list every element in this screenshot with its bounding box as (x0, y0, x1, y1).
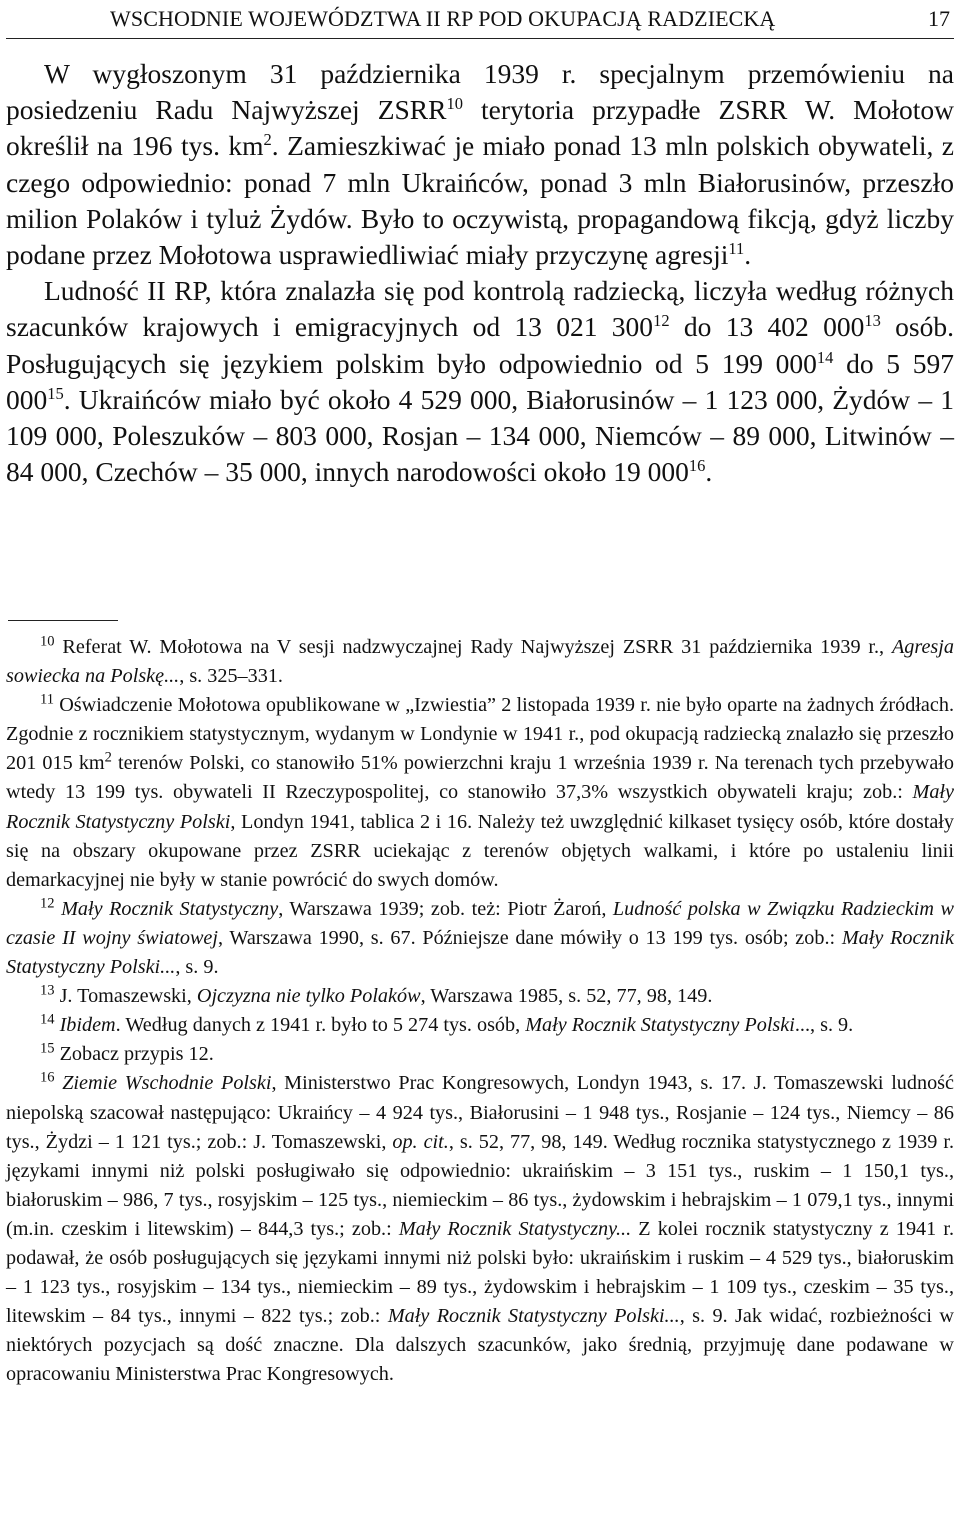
footnote-16 (6, 1069, 954, 1389)
footnote-text: , Londyn 1941, tablica 2 i 16. Należy też uwzględnić kilkaset tysięcy osób, które dostały się na obszary okupowane przez ZSRR uciekając z terenów objętych walkami, i które po ustaleniu linii demarkacyjnej nie były w stanie powrócić do swych domów. (6, 810, 954, 891)
footnote-11 (6, 691, 954, 895)
running-title: WSCHODNIE WOJEWÓDZTWA II RP POD OKUPACJĄ RADZIECKĄ (110, 6, 776, 31)
footnote-13 (6, 982, 954, 1011)
footnote-ref-16[interactable]: 16 (688, 456, 706, 476)
footnote-number: 15 (40, 1041, 55, 1058)
footnote-text: , Ministerstwo Prac Kongresowych, Londyn 1943, s. 17. J. Tomaszewski ludność niepolską szacował następująco: Ukraińcy – 4 924 tys., Białorusini – 1 948 tys., Rosjanie – 124 tys., Niemcy – 86 tys., Żydzi – 1 121 tys.; zob.: J. Tomaszewski, (6, 1072, 954, 1153)
text-run: osób. Posługujących się językiem polskim było odpowiednio od 5 199 000 (6, 311, 955, 379)
footnote-ref-15[interactable]: 15 (47, 383, 64, 403)
footnote-text: terenów Polski, co stanowiło 51% powierzchni kraju 1 września 1939 r. Na terenach tych przebywało wtedy 13 199 tys. obywateli II Rzeczypospolitej, co stanowiło 37,3% wszystkich obywateli kraju; zob.: (6, 752, 954, 804)
paragraph-1 (6, 56, 954, 273)
footnote-text: Z kolei rocznik statystyczny z 1941 r. podawał, że osób posługujących się językami innymi niż polski było: ukraińskim i ruskim – 4 529 tys., białoruskim – 1 123 tys., rosyjskim – 134 tys., niemieckim – 89 tys., żydowskim i hebrajskim – 1 109 tys., czeskim – 35 tys., litewskim – 84 tys., innymi – 822 tys.; zob.: (6, 1217, 954, 1328)
footnote-text: ..., s. 9. (794, 1014, 854, 1037)
book-title: op. cit. (392, 1130, 449, 1153)
footnote-text: . Według danych z 1941 r. było to 5 274 tys. osób, (115, 1014, 526, 1037)
text-run: do 13 402 000 (669, 311, 865, 343)
footnote-text: , Warszawa 1985, s. 52, 77, 98, 149. (420, 985, 713, 1008)
footnote-10 (6, 633, 954, 691)
footnote-12 (6, 895, 954, 982)
book-title: Ziemie Wschodnie Polski (62, 1072, 272, 1095)
footnote-number: 10 (40, 633, 55, 650)
text-run: . (705, 456, 713, 488)
main-text (6, 56, 954, 490)
footnote-ref-10[interactable]: 10 (446, 94, 463, 114)
footnotes (6, 633, 954, 1389)
footnote-text: Oświadczenie Mołotowa opublikowane w „Izwiestia” 2 listopada 1939 r. nie było oparte na żadnych źródłach. Zgodnie z rocznikiem statystycznym, wydanym w Londynie w 1941 r., pod okupacją radziecką znalazło się przeszło 201 015 km (6, 694, 954, 775)
text-run: . (744, 239, 752, 271)
footnote-text: Referat W. Mołotowa na V sesji nadzwyczajnej Rady Najwyższej ZSRR 31 października 1939 r., (54, 636, 892, 658)
book-title: Mały Rocznik Statystyczny... (398, 1217, 632, 1240)
book-title: Mały Rocznik Statystyczny Polski (6, 781, 954, 833)
book-title: Mały Rocznik Statystyczny (61, 897, 279, 920)
footnote-ref-13[interactable]: 13 (864, 311, 881, 331)
footnote-ref-11[interactable]: 11 (728, 238, 745, 258)
book-title: Agresja sowiecka na Polskę... (6, 636, 954, 688)
footnote-ref-12[interactable]: 12 (653, 311, 670, 331)
footnote-text: , Warszawa 1990, s. 67. Późniejsze dane mówiły o 13 199 tys. osób; zob.: (217, 926, 842, 949)
square-exponent: 2 (263, 130, 272, 150)
footnote-number: 11 (40, 691, 54, 708)
paragraph-2 (6, 273, 954, 490)
text-run: do 5 597 000 (6, 347, 955, 415)
footnote-text: Zobacz przypis 12. (54, 1043, 214, 1066)
footnote-text: J. Tomaszewski, (54, 985, 197, 1008)
text-run: Ludność II RP, która znalazła się pod kontrolą radziecką, liczyła według różnych szacunków krajowych i emigracyjnych od 13 021 300 (6, 275, 954, 343)
running-header (6, 4, 954, 39)
book-title: Ludność polska w Związku Radzieckim w czasie II wojny światowej (6, 897, 954, 949)
text-run: . Ukraińców miało być około 4 529 000, Białorusinów – 1 123 000, Żydów – 1 109 000, Poleszuków – 803 000, Rosjan – 134 000, Niemców – 89 000, Litwinów – 84 000, Czechów – 35 000, innych narodowości około 19 000 (6, 383, 954, 488)
book-title: Mały Rocznik Statystyczny Polski (525, 1014, 795, 1037)
footnote-15 (6, 1040, 954, 1069)
square-exponent: 2 (104, 749, 112, 766)
text-run: . Zamieszkiwać je miało ponad 13 mln polskich obywateli, z czego odpowiednio: ponad 7 mln Ukraińców, ponad 3 mln Białorusinów, przeszło milion Polaków i tyluż Żydów. Było to oczywistą, propagandową fikcją, gdyż liczby podane przez Mołotowa usprawiedliwiać miały przyczynę agresji (6, 130, 954, 271)
footnote-separator (8, 620, 118, 621)
footnote-text: , Warszawa 1939; zob. też: Piotr Żaroń, (278, 897, 613, 920)
footnote-text: , s. 9. (175, 956, 219, 979)
book-title: Mały Rocznik Statystyczny Polski... (6, 926, 954, 979)
book-title: Ojczyzna nie tylko Polaków (196, 985, 421, 1008)
footnote-number: 13 (40, 982, 55, 999)
page-number: 17 (928, 6, 950, 31)
book-title: Ibidem (59, 1014, 116, 1037)
text-run: W wygłoszonym 31 października 1939 r. specjalnym przemówieniu na posiedzeniu Radu Najwyższej ZSRR (6, 58, 954, 126)
footnote-ref-14[interactable]: 14 (816, 347, 834, 367)
footnote-number: 12 (40, 895, 55, 912)
footnote-14 (6, 1011, 954, 1040)
footnote-number: 16 (40, 1070, 55, 1087)
book-title: Mały Rocznik Statystyczny Polski... (387, 1305, 680, 1328)
footnote-number: 14 (40, 1011, 55, 1028)
footnote-text: , s. 52, 77, 98, 149. Według rocznika statystycznego z 1939 r. językami innymi niż polski posługiwało się odpowiednio: ukraińskim – 3 151 tys., ruskim – 1 150,1 tys., białoruskim – 986, 7 tys., rosyjskim – 125 tys., niemieckim – 86 tys., żydowskim i hebrajskim – 1 079,1 tys., innymi (m.in. czeskim i litewskim) – 844,3 tys.; zob.: (6, 1130, 955, 1240)
footnote-text: , s. 325–331. (179, 665, 283, 688)
footnote-text: , s. 9. Jak widać, rozbieżności w niektórych pozycjach są dość znaczne. Dla dalszych szacunków, jako średnią, przyjmuję dane podawane w opracowaniu Ministerstwa Prac Kongresowych. (6, 1305, 954, 1386)
text-run: terytoria przypadłe ZSRR W. Mołotow określił na 196 tys. km (6, 94, 954, 162)
